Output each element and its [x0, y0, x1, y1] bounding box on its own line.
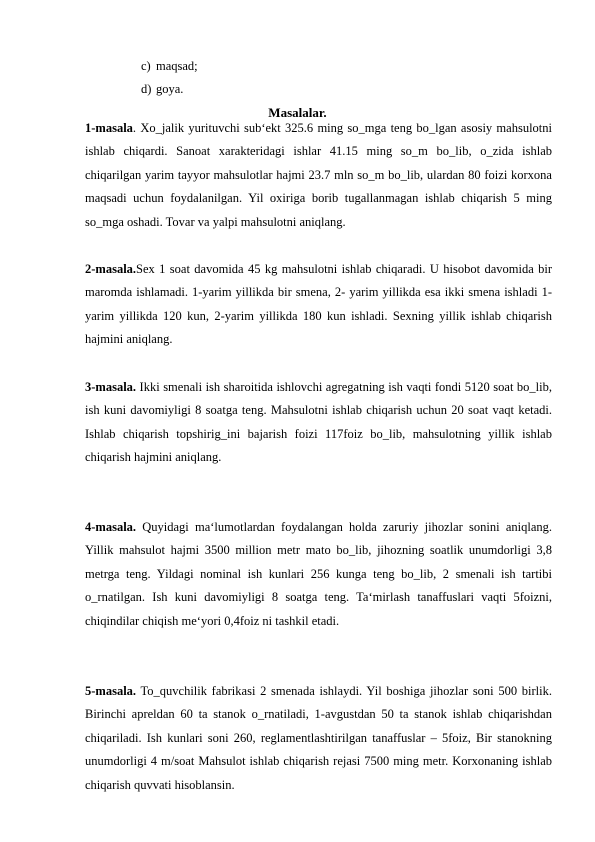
problem-text: To_quvchilik fabrikasi 2 smenada ishlaydi. Yil boshiga jihozlar soni 500 birlik. Birinchi apreldan 60 ta stanok o_rnatiladi, 1-avgustdan 50 ta stanok ishlab chiqarishdan chiqariladi. Ish kunlari soni 260, reglamentlashtirilgan tanaffuslar – 5foiz, Bir stanokning unumdorligi 4 m/soat Mahsulot ishlab chiqarish rejasi 7500 ming metr. Korxonaning ishlab chiqarish quvvati hisoblansin. — [85, 684, 552, 792]
list-item — [141, 55, 198, 78]
problem-label: 3-masala. — [85, 380, 137, 394]
list-item-text: maqsad; — [156, 59, 198, 73]
problem-4 — [85, 516, 552, 633]
list-item — [141, 78, 198, 101]
option-list — [141, 55, 198, 101]
problem-2 — [85, 258, 552, 352]
problem-text: Quyidagi ma‘lumotlardan foydalangan holda zaruriy jihozlar sonini aniqlang. Yillik mahsulot hajmi 3500 million metr mato bo_lib, jihozning soatlik unumdorligi 3,8 metrga teng. Yildagi nominal ish kunlari 256 kunga teng bo_lib, 2 smenali ish tartibi o_rnatilgan. Ish kuni davomiyligi 8 soatga teng. Ta‘mirlash tanaffuslari vaqti 5foizni, chiqindilar chiqish me‘yori 0,4foiz ni tashkil etadi. — [85, 520, 552, 628]
problem-text: . Xo_jalik yurituvchi sub‘ekt 325.6 ming so_mga teng bo_lgan asosiy mahsulotni ishlab chiqardi. Sanoat xarakteridagi ishlar 41.15 ming so_m bo_lib, o_zida ishlab chiqarilgan yarim tayyor mahsulotlar hajmi 23.7 mln so_m bo_lib, ulardan 80 foizi korxona maqsadi uchun foydalanilgan. Yil oxiriga borib tugallanmagan ishlab chiqarish 5 ming so_mga oshadi. Tovar va yalpi mahsulotni aniqlang. — [85, 121, 552, 229]
list-marker: c) — [141, 59, 151, 73]
problem-3 — [85, 376, 552, 470]
problem-label: 4-masala. — [85, 520, 137, 534]
problem-1 — [85, 117, 552, 234]
list-item-text: goya. — [156, 82, 184, 96]
list-marker: d) — [141, 82, 152, 96]
problem-label: 1-masala — [85, 121, 133, 135]
section-heading: Masalalar. — [268, 105, 327, 120]
problem-label: 5-masala. — [85, 684, 137, 698]
problem-5 — [85, 680, 552, 797]
problem-text: Ikki smenali ish sharoitida ishlovchi agregatning ish vaqti fondi 5120 soat bo_lib, ish kuni davomiyligi 8 soatga teng. Mahsulotni ishlab chiqarish uchun 20 soat vaqt ketadi. Ishlab chiqarish topshirig_ini bajarish foizi 117foiz bo_lib, mahsulotning yillik ishlab chiqarish hajmini aniqlang. — [85, 380, 552, 465]
problem-text: Sex 1 soat davomida 45 kg mahsulotni ishlab chiqaradi. U hisobot davomida bir maromda ishlamadi. 1-yarim yillikda bir smena, 2- yarim yillikda esa ikki smena ishladi 1-yarim yillikda 120 kun, 2-yarim yillikda 180 kun ishladi. Sexning yillik ishlab chiqarish hajmini aniqlang. — [85, 262, 552, 347]
problem-label: 2-masala. — [85, 262, 137, 276]
